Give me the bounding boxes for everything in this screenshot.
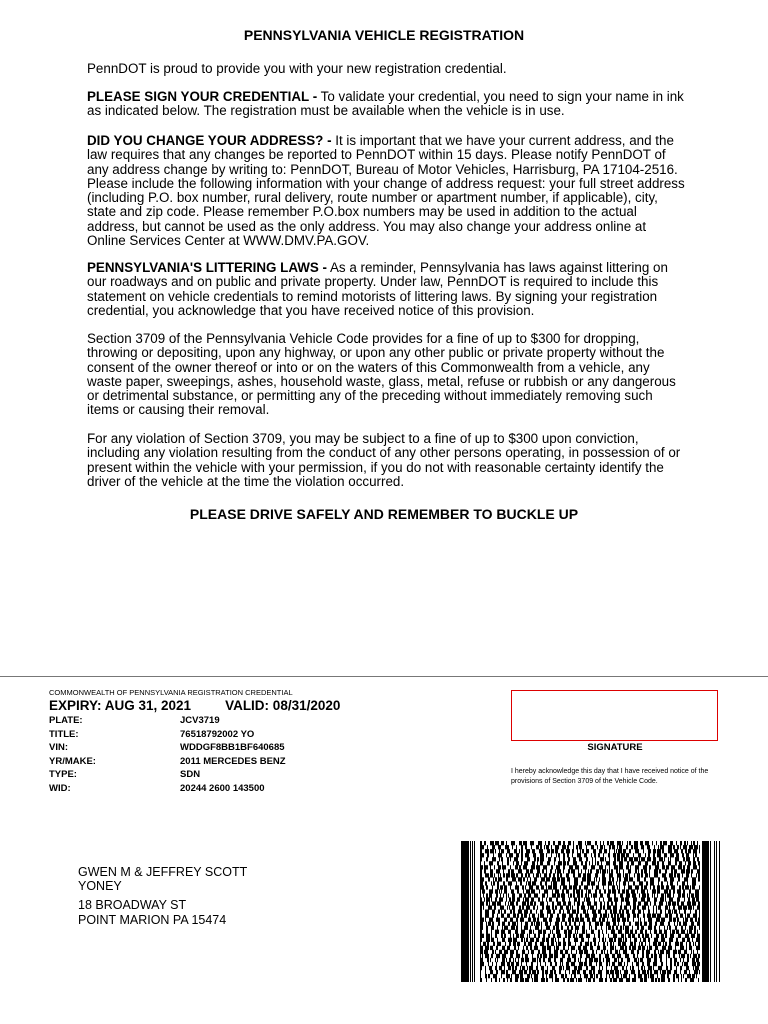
valid-date: VALID: 08/31/2020 [225, 698, 341, 713]
field-row-vin [49, 741, 286, 755]
page-title: PENNSYLVANIA VEHICLE REGISTRATION [243, 27, 525, 43]
field-label: YR/MAKE: [49, 755, 96, 767]
field-label: VIN: [49, 742, 68, 754]
violation-paragraph: For any violation of Section 3709, you may be subject to a fine of up to $300 upon conviction, including any violation resulting from the conduct of any other persons operating, in possession of or present within the vehicle with your permission, if you do not with reasonable certainty identify the driver of the vehicle at the time the violation occurred. [87, 431, 681, 489]
field-row-type [49, 768, 286, 782]
closing-banner: PLEASE DRIVE SAFELY AND REMEMBER TO BUCKLE UP [189, 506, 579, 522]
address-change-heading: DID YOU CHANGE YOUR ADDRESS? - [87, 133, 332, 148]
sign-credential-body: To validate your credential, you need to sign your name in ink as indicated below. The registration must be available when the vehicle is in use. [87, 89, 684, 119]
littering-heading: PENNSYLVANIA'S LITTERING LAWS - [87, 260, 328, 275]
tear-line [0, 676, 768, 677]
barcode-graphic [461, 841, 720, 982]
field-row-plate [49, 714, 286, 728]
field-row-title [49, 728, 286, 742]
field-value: SDN [180, 769, 201, 781]
intro-paragraph: PennDOT is proud to provide you with your new registration credential. [87, 61, 507, 76]
signature-label: SIGNATURE [587, 742, 643, 753]
littering-paragraph [87, 261, 687, 318]
mailing-address [78, 865, 247, 927]
littering-body: As a reminder, Pennsylvania has laws against littering on our roadways and on public and private property. Under law, PennDOT is required to include this statement on vehicle credentials to remind motorists of littering laws. By signing your registration credential, you acknowledge that you have received notice of this provision. [87, 260, 668, 318]
field-label: PLATE: [49, 715, 83, 726]
sign-credential-heading: PLEASE SIGN YOUR CREDENTIAL - [87, 89, 318, 104]
addressee-line-2: YONEY [78, 879, 122, 894]
field-value: JCV3719 [180, 715, 220, 726]
section-3709-paragraph: Section 3709 of the Pennsylvania Vehicle Code provides for a fine of up to $300 for dropping, throwing or depositing, upon any highway, or upon any other public or private property without the consent of the owner thereof or into or on the waters of this Commonwealth from a vehicle, any waste paper, sweepings, ashes, household waste, glass, metal, refuse or rubbish or any dangerous or detrimental substance, or permitting any of the preceding without immediately removing such items or causing their removal. [87, 331, 676, 418]
field-value: 76518792002 YO [180, 728, 255, 740]
expiry-date: EXPIRY: AUG 31, 2021 [49, 698, 192, 713]
credential-header: COMMONWEALTH OF PENNSYLVANIA REGISTRATION CREDENTIAL [49, 688, 293, 697]
credential-fields [49, 714, 286, 796]
field-value: 20244 2600 143500 [180, 782, 265, 794]
acknowledgement-text: I hereby acknowledge this day that I have received notice of the provisions of Section 3709 of the Vehicle Code. [511, 768, 709, 785]
field-value: WDDGF8BB1BF640685 [180, 742, 285, 754]
addressee-line-1: GWEN M & JEFFREY SCOTT [78, 865, 248, 879]
address-change-paragraph [87, 134, 687, 248]
field-row-yr-make [49, 755, 286, 769]
address-change-body: It is important that we have your current address, and the law requires that any changes be reported to PennDOT within 15 days. Please notify PennDOT of any address change by writing to: PennDOT, Bureau of Motor Vehicles, Harrisburg, PA 17104-2516. Please include the following information with your change of address request: your full street address (including P.O. box number, rural delivery, route number or apartment number, if applicable), city, state and zip code. Please remember P.O.box numbers may be used in addition to the actual address, but cannot be used as the only address. You may also change your address online at Online Services Center at WWW.DMV.PA.GOV. [87, 133, 685, 249]
field-label: TYPE: [49, 769, 77, 781]
field-label: TITLE: [49, 728, 79, 740]
field-label: WID: [49, 782, 71, 794]
signature-box[interactable] [511, 690, 718, 741]
field-row-wid [49, 782, 286, 796]
credential-dates [49, 698, 340, 713]
city-line: POINT MARION PA 15474 [78, 912, 227, 927]
sign-credential-paragraph [87, 90, 687, 119]
street-line: 18 BROADWAY ST [78, 898, 187, 913]
field-value: 2011 MERCEDES BENZ [180, 755, 286, 767]
